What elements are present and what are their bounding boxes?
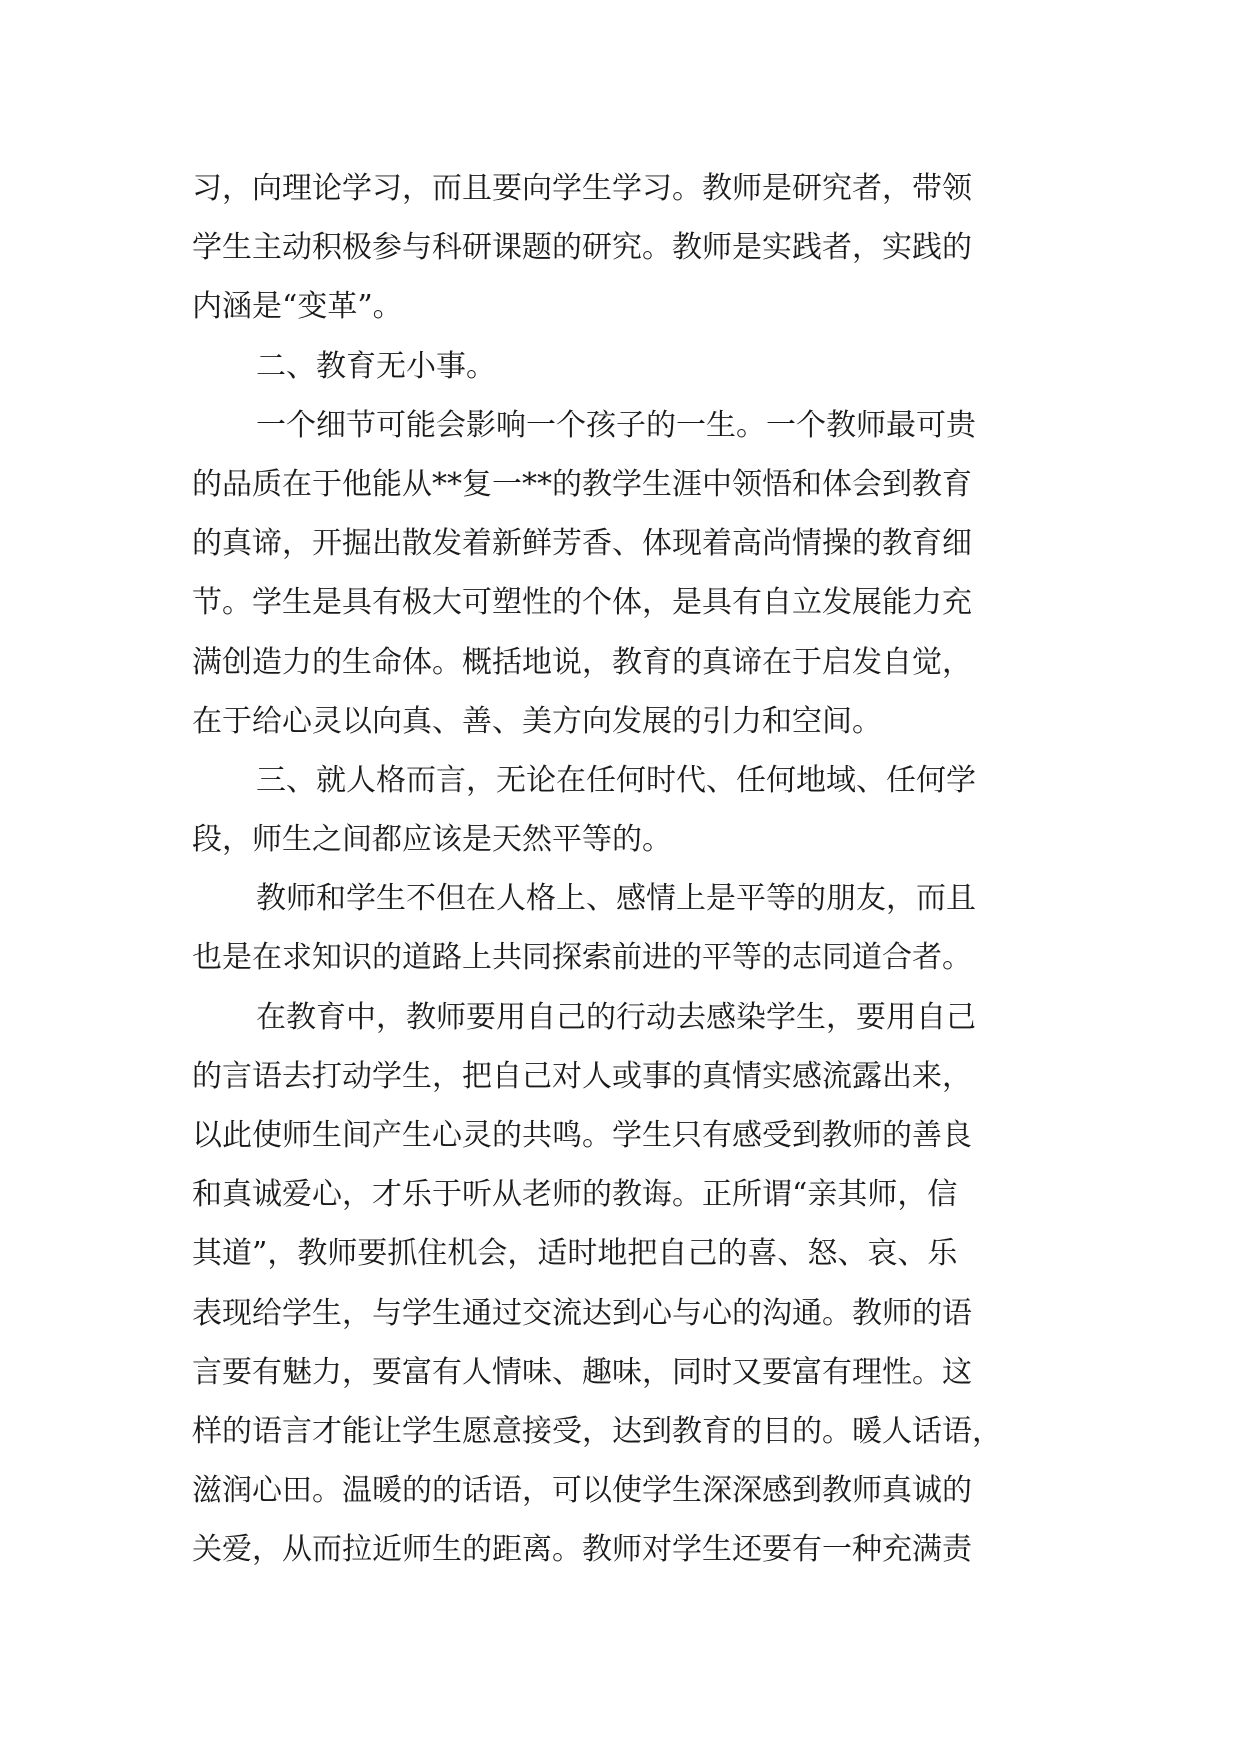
- text-line: 在教育中，教师要用自己的行动去感染学生，要用自己: [256, 999, 976, 1035]
- body-text: [192, 159, 1050, 1580]
- text-line: 关爱，从而拉近师生的距离。教师对学生还要有一种充满责: [192, 1532, 972, 1568]
- text-line: 节。学生是具有极大可塑性的个体，是具有自立发展能力充: [192, 585, 972, 621]
- text-line: 段，师生之间都应该是天然平等的。: [192, 822, 672, 858]
- text-line: 和真诚爱心，才乐于听从老师的教诲。正所谓“亲其师，信: [192, 1177, 958, 1213]
- text-line: 其道”，教师要抓住机会，适时地把自己的喜、怒、哀、乐: [192, 1236, 958, 1272]
- text-line: 三、就人格而言，无论在任何时代、任何地域、任何学: [256, 762, 976, 798]
- text-line: 言要有魅力，要富有人情味、趣味，同时又要富有理性。这: [192, 1354, 972, 1390]
- text-line: 的真谛，开掘出散发着新鲜芳香、体现着高尚情操的教育细: [192, 526, 972, 562]
- text-line: 表现给学生，与学生通过交流达到心与心的沟通。教师的语: [192, 1295, 972, 1331]
- text-line: 一个细节可能会影响一个孩子的一生。一个教师最可贵: [256, 407, 976, 443]
- text-line: 二、教育无小事。: [256, 348, 496, 384]
- text-line: 满创造力的生命体。概括地说，教育的真谛在于启发自觉，: [192, 644, 972, 680]
- text-line: 滋润心田。温暖的的话语，可以使学生深深感到教师真诚的: [192, 1473, 972, 1509]
- text-line: 内涵是“变革”。: [192, 289, 403, 325]
- text-line: 教师和学生不但在人格上、感情上是平等的朋友，而且: [256, 881, 976, 917]
- text-line: 样的语言才能让学生愿意接受，达到教育的目的。暖人话语，: [192, 1413, 1002, 1449]
- text-line: 以此使师生间产生心灵的共鸣。学生只有感受到教师的善良: [192, 1118, 972, 1153]
- text-line: 学生主动积极参与科研课题的研究。教师是实践者，实践的: [192, 230, 972, 266]
- text-line: 习，向理论学习，而且要向学生学习。教师是研究者，带领: [192, 171, 972, 206]
- text-line: 的品质在于他能从**复一**的教学生涯中领悟和体会到教育: [192, 466, 972, 502]
- text-line: 也是在求知识的道路上共同探索前进的平等的志同道合者。: [192, 940, 972, 976]
- text-line: 在于给心灵以向真、善、美方向发展的引力和空间。: [192, 703, 882, 739]
- text-line: 的言语去打动学生，把自己对人或事的真情实感流露出来，: [192, 1058, 972, 1094]
